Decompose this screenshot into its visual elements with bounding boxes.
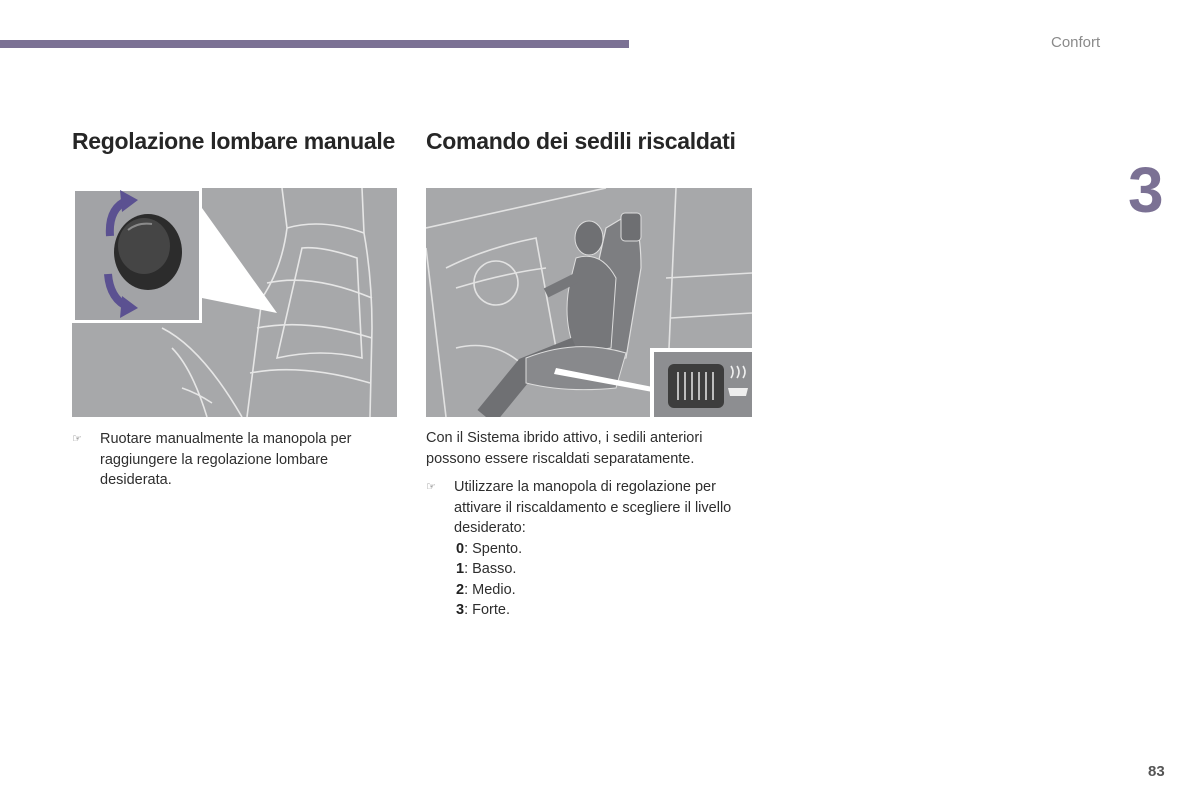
heat-level-item: 3: Forte. [456, 601, 511, 618]
heat-level-item: 0: Spento. [456, 541, 523, 557]
heated-seats-instruction-text: Utilizzare la manopola di regolazione per attivare il riscaldamento e scegliere il livello desiderato: [454, 479, 732, 536]
heated-seats-intro: Con il Sistema ibrido attivo, i sedili anteriori possono essere riscaldati separatamente. [426, 430, 703, 467]
lumbar-knob-illustration [72, 188, 397, 417]
heated-seat-illustration [426, 188, 752, 417]
heat-level-item: 1: Basso. [456, 561, 517, 578]
header-accent-bar [0, 40, 629, 48]
lumbar-instruction [72, 429, 392, 491]
pointing-hand-icon: ☞ [426, 481, 436, 493]
lumbar-adjustment-title: Regolazione lombare manuale [72, 128, 395, 154]
chapter-number: 3 [1128, 154, 1164, 226]
heated-seats-instruction [426, 477, 756, 539]
heated-seats-title: Comando dei sedili riscaldati [426, 128, 736, 154]
lumbar-instruction-text: Ruotare manualmente la manopola per raggiungere la regolazione lombare desiderata. [100, 431, 352, 488]
pointing-hand-icon: ☞ [72, 433, 82, 445]
heat-level-list [456, 539, 522, 620]
section-title: Confort [1051, 34, 1101, 51]
heat-level-item: 2: Medio. [456, 581, 516, 598]
page-number: 83 [1148, 763, 1165, 780]
